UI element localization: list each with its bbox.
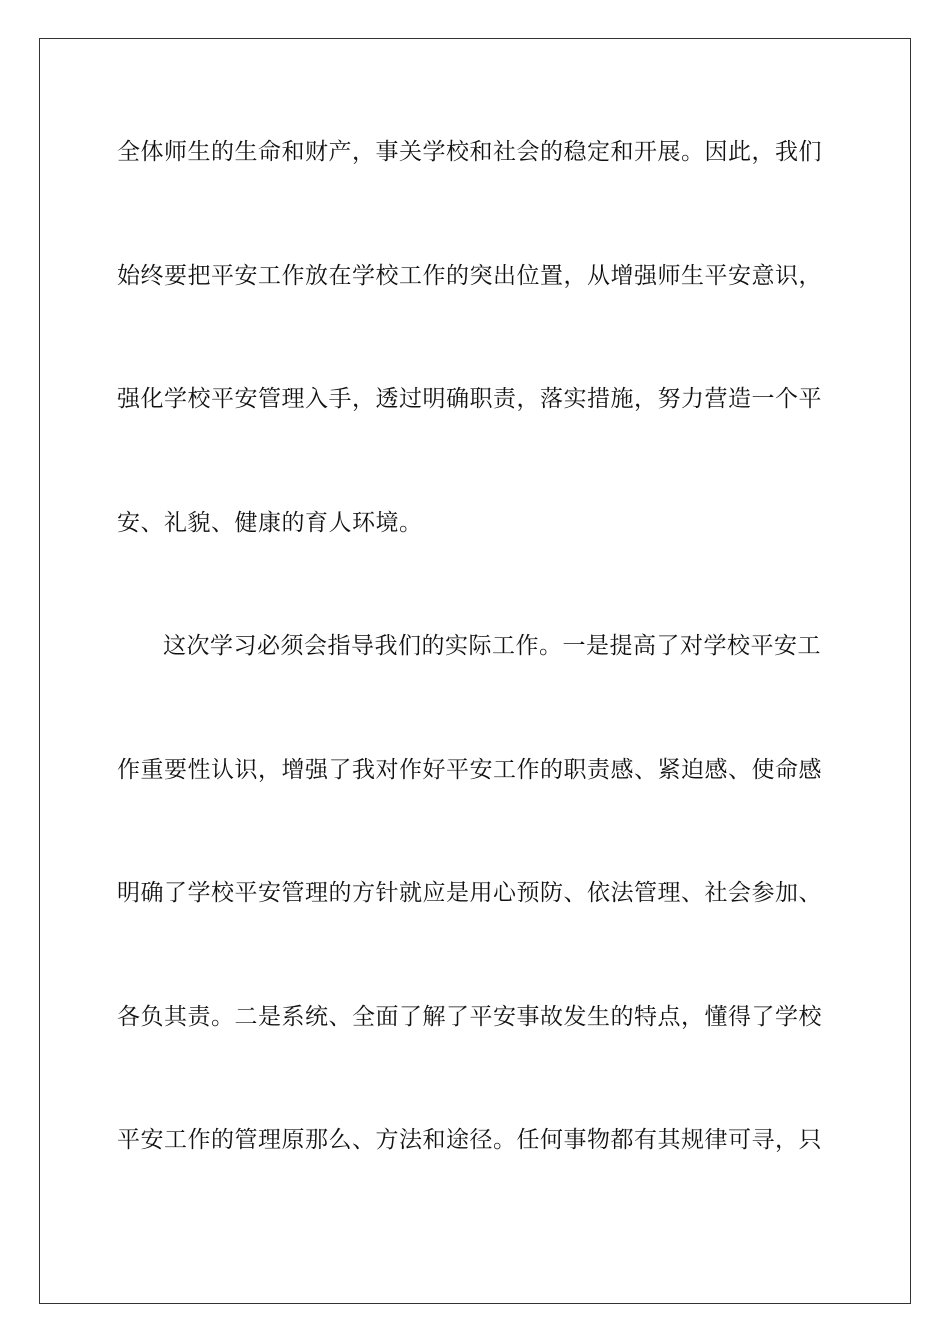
text-line: 安、礼貌、健康的育人环境。 [117, 509, 423, 536]
text-line: 始终要把平安工作放在学校工作的突出位置，从增强师生平安意识， [117, 262, 822, 289]
text-line: 平安工作的管理原那么、方法和途径。任何事物都有其规律可寻，只 [117, 1127, 822, 1153]
text-line: 明确了学校平安管理的方针就应是用心预防、依法管理、社会参加、 [117, 880, 822, 906]
paragraph-first-line: 这次学习必须会指导我们的实际工作。一是提高了对学校平安工 [163, 633, 821, 659]
text-line: 全体师生的生命和财产，事关学校和社会的稳定和开展。因此，我们 [117, 139, 822, 165]
text-line: 作重要性认识，增强了我对作好平安工作的职责感、紧迫感、使命感 [117, 756, 822, 783]
document-body [117, 131, 833, 1243]
text-line: 各负其责。二是系统、全面了解了平安事故发生的特点，懂得了学校 [117, 1003, 822, 1030]
text-line: 强化学校平安管理入手，透过明确职责，落实措施，努力营造一个平 [117, 386, 822, 412]
